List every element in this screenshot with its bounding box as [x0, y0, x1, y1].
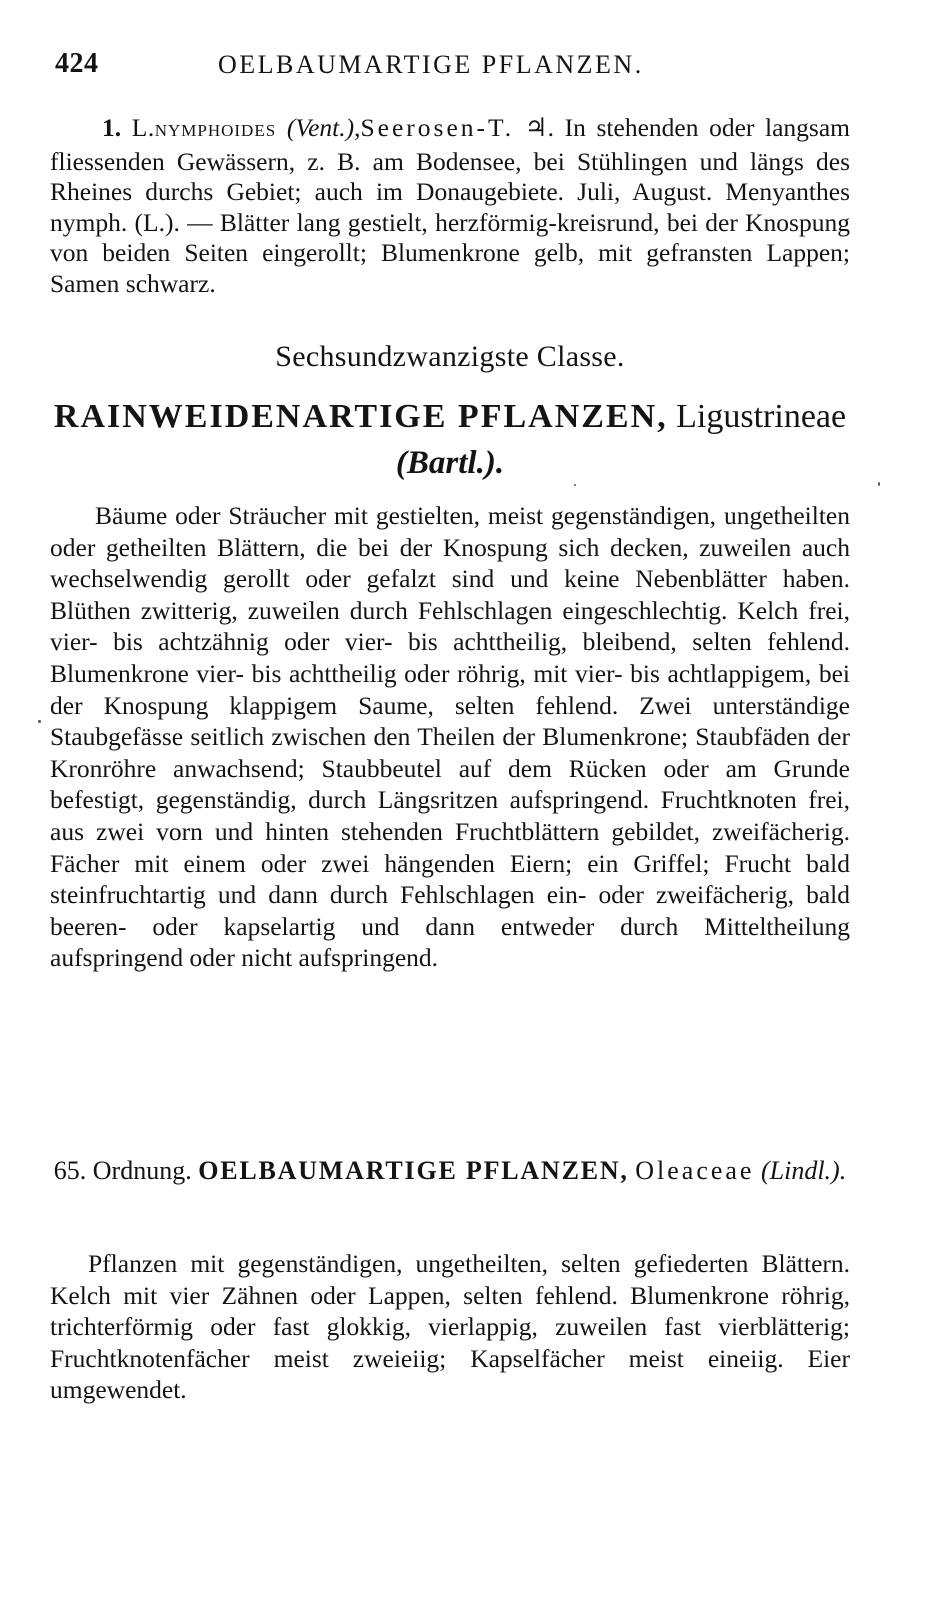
order-latin-name: Oleaceae	[635, 1156, 755, 1185]
running-head	[50, 48, 860, 88]
order-label: Ordnung.	[92, 1156, 192, 1185]
entry-text: In stehenden oder langsam fliessenden Gewässern, z. B. am Bodensee, bei Stühlingen und längs des Rheines durchs Gebiet; auch im Donaugebiete. Juli, August. Menyanthes nymph. (L.). — Blätter lang gestielt, herzförmig-kreisrund, bei der Knospung von beiden Seiten eingerollt; Blumenkrone gelb, mit gefransten Lappen; Samen schwarz.	[50, 113, 851, 298]
order-heading	[50, 1153, 850, 1189]
paper-speck	[38, 720, 41, 723]
perennial-symbol: ♃.	[524, 113, 554, 142]
order-description: Pflanzen mit gegenständigen, ungetheilten, selten gefiederten Blättern. Kelch mit vier Zähnen oder Lappen, selten fehlend. Blumenkrone röhrig, trichterförmig oder fast glokkig, vierlappig, zuweilen fast vierblätterig; Fruchtknotenfächer meist zweieiig; Kapselfächer meist eineiig. Eier umgewendet.	[50, 1249, 850, 1404]
family-description: Bäume oder Sträucher mit gestielten, meist gegenständigen, ungetheilten oder getheilten Blättern, die bei der Knospung sich decken, zuweilen auch wechselwendig gerollt oder gefalzt sind und keine Nebenblätter haben. Blüthen zwitterig, zuweilen durch Fehlschlagen eingeschlechtig. Kelch frei, vier- bis achtzähnig oder vier- bis achttheilig, bleibend, selten fehlend. Blumenkrone vier- bis achttheilig oder röhrig, mit vier- bis achtlappigem, bei der Knospung klappigem Saume, selten fehlend. Zwei unterständige Staubgefässe seitlich zwischen den Theilen der Blumenkrone; Staubfäden der Kronröhre anwachsend; Staubbeutel auf dem Rücken oder am Grunde befestigt, gegenständig, durch Längsritzen aufspringend. Fruchtknoten frei, aus zwei vorn und hinten stehenden Fruchtblättern gebildet, zweifächerig. Fächer mit einem oder zwei hängenden Eiern; ein Griffel; Frucht bald steinfruchtartig und dann durch Fehlschlagen ein- oder zweifächerig, bald beeren- oder kapselartig und dann entweder durch Mitteltheilung aufspringend oder nicht aufspringend.	[50, 501, 850, 973]
paper-speck	[574, 484, 576, 486]
entry-number: 1.	[102, 113, 122, 142]
entry-common-name: Seerosen-T.	[360, 113, 515, 142]
family-heading	[50, 394, 850, 486]
entry-author: (Vent.)	[286, 113, 355, 142]
order-number: 65.	[53, 1156, 87, 1185]
species-entry: 1. L.NYMPHOIDES (Vent.),Seerosen-T. ♃. In stehenden oder langsam fliessenden Gewässern, z. B. am Bodensee, bei Stühlingen und längs des Rheines durchs Gebiet; auch im Donaugebiete. Juli, August. Menyanthes nymph. (L.). — Blätter lang gestielt, herzförmig-kreisrund, bei der Knospung von beiden Seiten eingerollt; Blumenkrone gelb, mit gefransten Lappen; Samen schwarz.	[50, 113, 851, 298]
order-name: OELBAUMARTIGE PFLANZEN,	[198, 1156, 629, 1185]
entry-species: NYMPHOIDES	[154, 121, 277, 140]
class-heading: Sechsundzwanzigste Classe.	[275, 340, 625, 373]
order-author: (Lindl.).	[760, 1156, 847, 1185]
family-name: RAINWEIDENARTIGE PFLANZEN,	[53, 398, 668, 435]
entry-genus: L.	[131, 113, 155, 142]
paper-speck	[878, 482, 880, 486]
page-number: 424	[55, 48, 99, 79]
running-title: OELBAUMARTIGE PFLANZEN.	[218, 50, 644, 79]
family-author: (Bartl.).	[395, 445, 505, 481]
family-latin-name: Ligustrineae	[676, 398, 847, 435]
